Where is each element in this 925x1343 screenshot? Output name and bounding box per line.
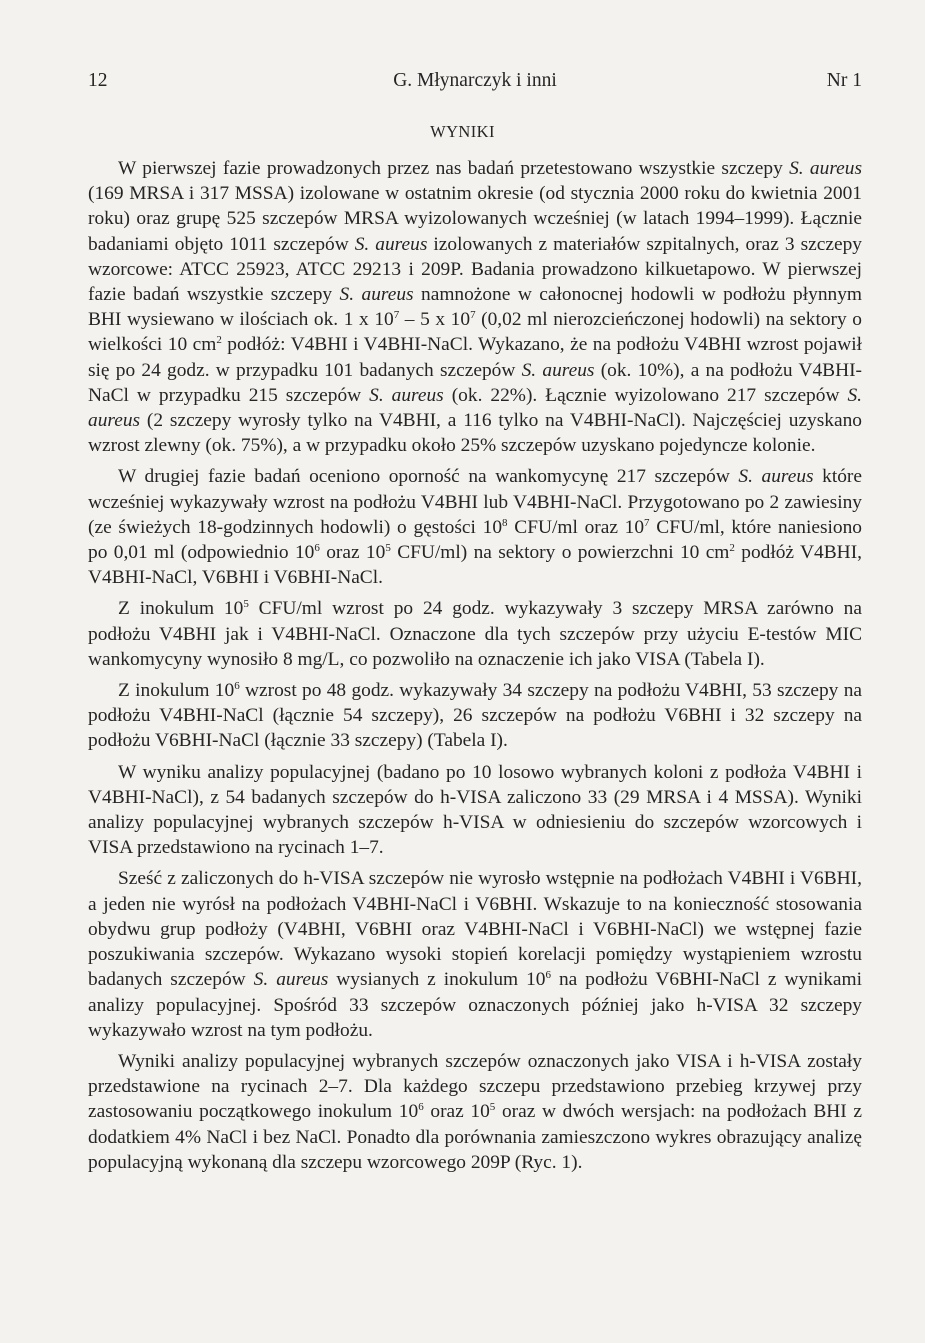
- text-run: Sześć z zaliczonych do h-VISA szczepów nie wyrosło wstępnie na podłożach V4BHI i V6BHI, a jeden nie wyrósł na podłożach V4BHI-NaCl i V6BHI. Wskazuje to na konieczność stosowania obydwu grup podłoży (V4BHI, V6BHI oraz V4BHI-NaCl i V6BHI-NaCl) we wstępnej fazie poszukiwania szczepów. Wykazano wysoki stopień korelacji pomiędzy wystąpieniem wzrostu badanych szczepów: [88, 868, 862, 991]
- text-run: W wyniku analizy populacyjnej (badano po 10 losowo wybranych koloni z podłoża V4BHI i V4BHI-NaCl), z 54 badanych szczepów do h-VISA zaliczono 33 (29 MRSA i 4 MSSA). Wyniki analizy populacyjnej wybranych szczepów h-VISA w odniesieniu do szczepów wzorcowych i VISA przedstawiono na rycinach 1–7.: [88, 761, 862, 859]
- text-run: W pierwszej fazie prowadzonych przez nas badań przetestowano wszystkie szczepy: [118, 158, 790, 179]
- section-title: WYNIKI: [430, 122, 495, 141]
- text-run: W drugiej fazie badań oceniono oporność na wankomycynę 217 szczepów: [118, 466, 739, 488]
- text-run: na podłożu V6BHI-NaCl z wynikami analizy populacyjnej. Spośród 33 szczepów oznaczonych później jako h-VISA 32 szczepy wykazywało wzrost na tym podłożu.: [88, 969, 863, 1041]
- superscript: 7: [644, 516, 650, 529]
- page-header: [88, 70, 862, 100]
- italic-species-name: S. aureus: [253, 969, 329, 991]
- italic-species-name: S. aureus: [339, 284, 414, 306]
- paragraph: [88, 156, 862, 458]
- body-text: [88, 156, 862, 1181]
- text-run: oraz 10: [423, 1101, 490, 1123]
- text-run: namnożone w całonocnej hodowli w podłożu płynnym BHI wysiewano w ilościach ok. 1 x 10: [88, 284, 862, 331]
- superscript: 7: [393, 309, 400, 322]
- text-run: podłóż V4BHI, V4BHI-NaCl, V6BHI i V6BHI-NaCl.: [88, 542, 862, 589]
- superscript: 5: [385, 542, 391, 555]
- superscript: 5: [243, 598, 249, 611]
- superscript: 6: [545, 969, 551, 982]
- paragraph: [88, 866, 862, 1042]
- text-run: (ok. 10%), a na podłożu V4BHI-NaCl w przypadku 215 szczepów: [88, 359, 862, 406]
- italic-species-name: S. aureus: [369, 384, 444, 406]
- superscript: 6: [314, 542, 320, 555]
- italic-species-name: S. aureus: [521, 359, 595, 381]
- italic-species-name: S. aureus: [738, 466, 814, 488]
- text-run: CFU/ml wzrost po 24 godz. wykazywały 3 szczepy MRSA zarówno na podłożu V4BHI jak i V4BHI-NaCl. Oznaczone dla tych szczepów przy użyciu E-testów MIC wankomycyny wynosiło 8 mg/L, co pozwoliło na oznaczenie ich jako VISA (Tabela I).: [88, 598, 862, 670]
- superscript: 7: [470, 309, 476, 322]
- text-run: które wcześniej wykazywały wzrost na podłożu V4BHI lub V4BHI-NaCl. Przygotowano po 2 zawiesiny (ze świeżych 18-godzinnych hodowli) o gęstości 10: [88, 466, 862, 538]
- text-run: (0,02 ml nierozcieńczonej hodowli) na sektory o wielkości 10 cm: [88, 309, 862, 356]
- text-run: wzrost po 48 godz. wykazywały 34 szczepy na podłożu V4BHI, 53 szczepy na podłożu V4BHI-NaCl (łącznie 54 szczepy), 26 szczepów na podłożu V6BHI i 32 szczepy na podłożu V6BHI-NaCl (łącznie 33 szczepy) (Tabela I).: [88, 680, 862, 752]
- text-run: oraz w dwóch wersjach: na podłożach BHI z dodatkiem 4% NaCl i bez NaCl. Ponadto dla porównania zamieszczono wykres obrazujący analizę populacyjną wykonaną dla szczepu wzorcowego 209P (Ryc. 1).: [88, 1101, 862, 1173]
- issue-number: Nr 1: [826, 70, 862, 91]
- text-run: Z inokulum 10: [118, 680, 235, 702]
- text-run: (ok. 22%). Łącznie wyizolowano 217 szczepów: [443, 384, 848, 406]
- text-run: (169 MRSA i 317 MSSA) izolowane w ostatnim okresie (od stycznia 2000 roku do kwietnia 2001 roku) oraz grupę 525 szczepów MRSA wyizolowanych wcześniej (w latach 1994–1999). Łącznie badaniami objęto 1011 szczepów: [88, 183, 862, 255]
- text-run: Wyniki analizy populacyjnej wybranych szczepów oznaczonych jako VISA i h-VISA zostały przedstawione na rycinach 2–7. Dla każdego szczepu przedstawiono przebieg krzywej przy zastosowaniu początkowego inokulum 10: [88, 1050, 862, 1123]
- text-run: izolowanych z materiałów szpitalnych, oraz 3 szczepy wzorcowe: ATCC 25923, ATCC 29213 i 209P. Badania prowadzono kilkuetapowo. W pierwszej fazie badań wszystkie szczepy: [88, 233, 862, 306]
- superscript: 6: [418, 1101, 424, 1114]
- italic-species-name: S. aureus: [789, 158, 862, 179]
- italic-species-name: S. aureus: [354, 233, 428, 255]
- text-run: CFU/ml) na sektory o powierzchni 10 cm: [390, 542, 730, 564]
- page-number: 12: [88, 70, 108, 91]
- text-run: (2 szczepy wyrosły tylko na V4BHI, a 116 tylko na V4BHI-NaCl). Najczęściej uzyskano wzrost zlewny (ok. 75%), a w przypadku około 25% szczepów uzyskano pojedyncze kolonie.: [88, 410, 862, 457]
- superscript: 6: [234, 680, 240, 693]
- text-run: oraz 10: [319, 542, 386, 564]
- superscript: 8: [502, 516, 508, 529]
- text-run: podłóż: V4BHI i V4BHI-NaCl. Wykazano, że na podłożu V4BHI wzrost pojawił się po 24 godz. w przypadku 101 badanych szczepów: [88, 334, 862, 381]
- text-run: – 5 x 10: [399, 309, 471, 331]
- superscript: 2: [216, 334, 222, 347]
- paragraph: [88, 1049, 862, 1175]
- paragraph: [88, 760, 862, 861]
- paragraph: [88, 596, 862, 672]
- running-title: G. Młynarczyk i inni: [393, 70, 557, 91]
- text-run: wysianych z inokulum 10: [328, 969, 546, 991]
- superscript: 2: [729, 542, 735, 555]
- superscript: 5: [489, 1101, 496, 1114]
- paragraph: [88, 464, 862, 590]
- italic-species-name: S. aureus: [88, 384, 862, 432]
- text-run: Z inokulum 10: [118, 598, 244, 620]
- text-run: CFU/ml, które naniesiono po 0,01 ml (odpowiednio 10: [88, 516, 862, 564]
- text-run: CFU/ml oraz 10: [507, 516, 645, 538]
- paragraph: [88, 678, 862, 754]
